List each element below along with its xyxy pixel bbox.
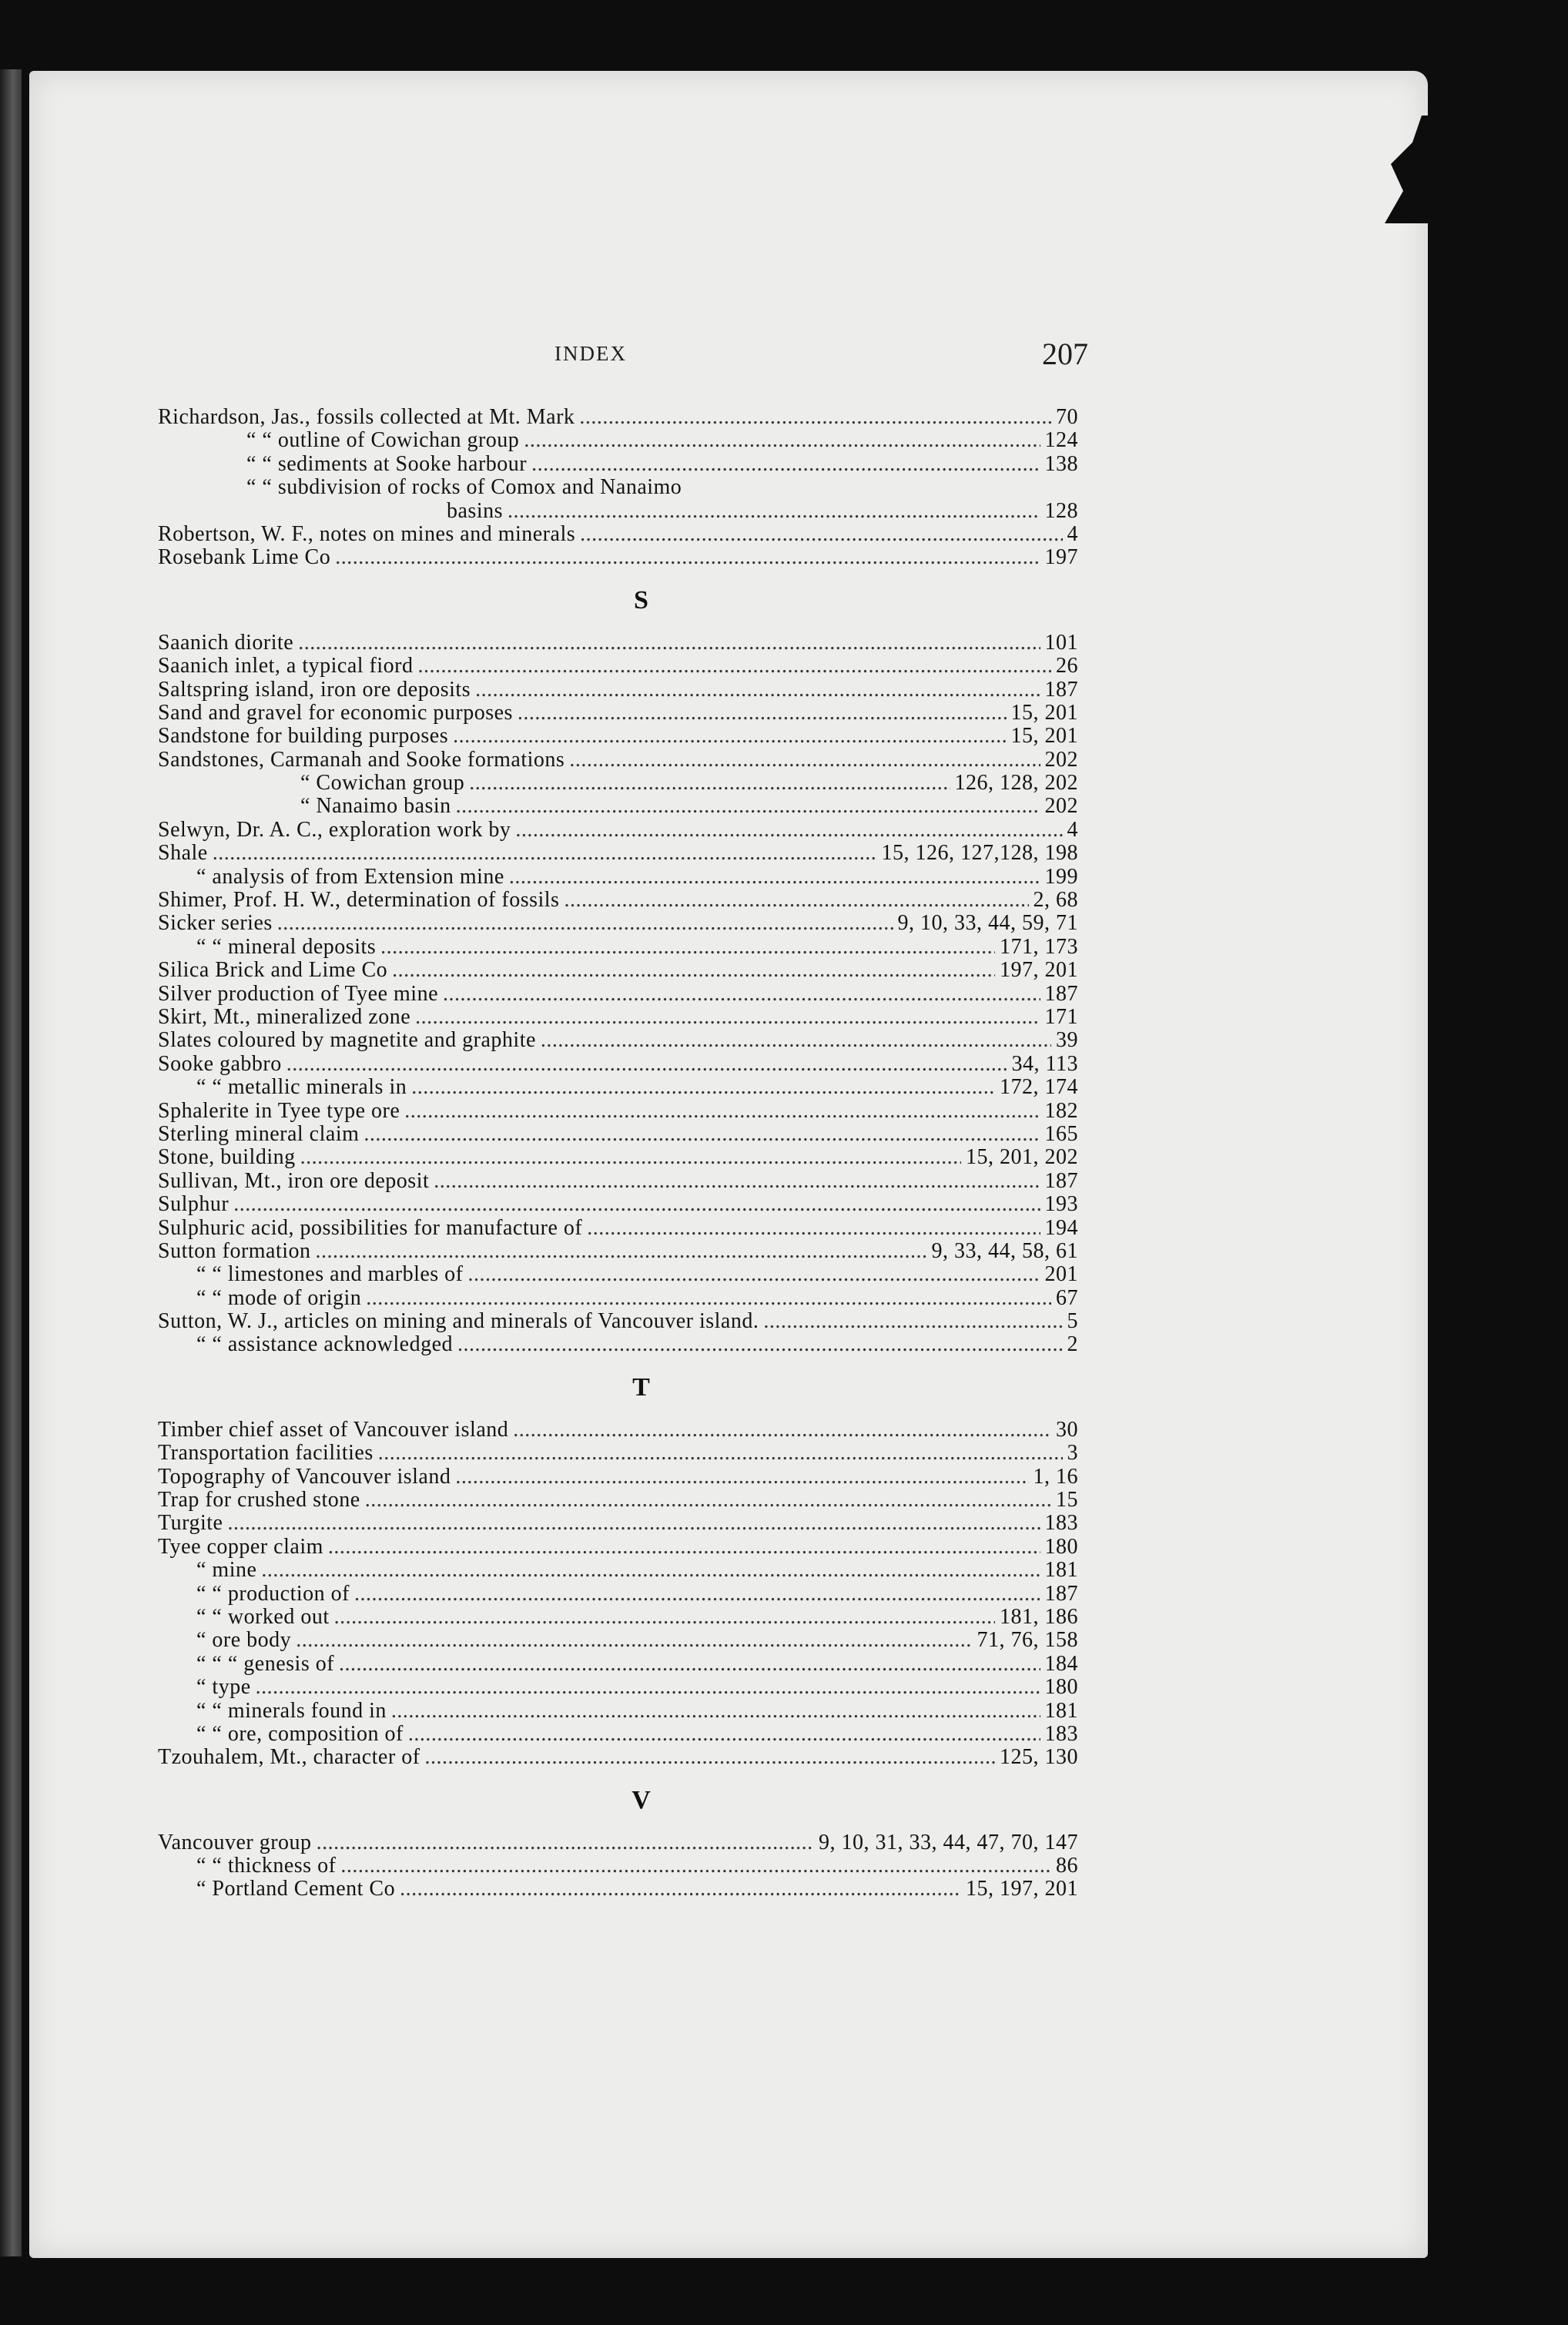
index-entry: [158, 1006, 1078, 1029]
index-entry: [158, 1489, 1078, 1512]
index-entry: [158, 678, 1078, 702]
dot-leader: [227, 1512, 1040, 1535]
dot-leader: [425, 1746, 995, 1769]
dot-leader: [468, 1263, 1040, 1286]
dot-leader: [434, 1170, 1040, 1193]
index-entry: [158, 725, 1078, 748]
entry-pages: 4: [1067, 522, 1078, 546]
index-entry: [158, 1419, 1078, 1442]
entry-text: “ “ outline of Cowichan group: [246, 429, 520, 453]
dot-leader: [408, 1723, 1040, 1746]
entry-text: “ “ ore, composition of: [196, 1722, 404, 1746]
dot-leader: [317, 1831, 814, 1854]
dot-leader: [354, 1583, 1040, 1606]
entry-pages: 126, 128, 202: [954, 772, 1078, 796]
entry-text: “ “ subdivision of rocks of Comox and Nanaimo: [246, 476, 682, 500]
entry-text: Selwyn, Dr. A. C., exploration work by: [158, 818, 511, 842]
index-entry: [158, 453, 1078, 476]
entry-text: Silica Brick and Lime Co: [158, 959, 388, 983]
index-entry: [158, 1878, 1078, 1901]
entry-pages: 187: [1044, 1169, 1078, 1193]
dot-leader: [531, 453, 1040, 476]
index-entry: [158, 866, 1078, 889]
entry-pages: 181: [1044, 1559, 1078, 1583]
dot-leader: [392, 959, 995, 982]
index-entry: [158, 1536, 1078, 1559]
entry-pages: 187: [1044, 1582, 1078, 1606]
index-entry: [158, 819, 1078, 842]
entry-text: Sulphur: [158, 1193, 230, 1217]
dot-leader: [508, 500, 1040, 523]
dot-leader: [469, 772, 950, 795]
page-number: 207: [1042, 337, 1088, 371]
entry-pages: 138: [1044, 452, 1078, 476]
entry-text: “ “ metallic minerals in: [196, 1076, 407, 1100]
entry-pages: 101: [1044, 631, 1078, 655]
entry-pages: 202: [1044, 748, 1078, 772]
index-entry: [158, 795, 1078, 818]
entry-text: Sutton formation: [158, 1239, 311, 1263]
entry-text: Sandstones, Carmanah and Sooke formations: [158, 748, 565, 772]
index-entry: [158, 1287, 1078, 1310]
index-entry: [158, 983, 1078, 1006]
entry-pages: 9, 10, 31, 33, 44, 47, 70, 147: [819, 1831, 1078, 1854]
index-entry: [158, 1512, 1078, 1535]
entry-pages: 193: [1044, 1193, 1078, 1217]
entry-pages: 15, 201: [1010, 701, 1078, 725]
index-entry: [158, 523, 1078, 546]
dot-leader: [380, 936, 995, 959]
index-entry: [158, 1723, 1078, 1746]
entry-text: “ “ production of: [196, 1582, 350, 1606]
entry-text: “ ore body: [196, 1629, 292, 1653]
index-entry: [158, 406, 1078, 429]
index-entry: [158, 1170, 1078, 1193]
entry-text: Stone, building: [158, 1146, 296, 1170]
entry-text: Topography of Vancouver island: [158, 1465, 451, 1489]
index-entry: [158, 912, 1078, 935]
index-entry: [158, 1240, 1078, 1263]
index-entry: [158, 1854, 1078, 1878]
entry-text: Shale: [158, 842, 208, 866]
index-entry: [158, 1076, 1078, 1099]
entry-pages: 171, 173: [1000, 935, 1078, 959]
index-entry: [158, 1606, 1078, 1629]
index-entry: [158, 1583, 1078, 1606]
entry-text: “ “ thickness of: [196, 1854, 337, 1878]
index-entry: [158, 1146, 1078, 1169]
dot-leader: [455, 1466, 1028, 1489]
index-entry-continuation: [158, 500, 1078, 523]
entry-text: basins: [447, 499, 503, 523]
dot-leader: [213, 842, 877, 865]
dot-leader: [365, 1489, 1051, 1512]
entry-pages: 201: [1044, 1263, 1078, 1287]
entry-text: Skirt, Mt., mineralized zone: [158, 1005, 411, 1029]
entry-text: Sand and gravel for economic purposes: [158, 701, 513, 725]
dot-leader: [340, 1854, 1051, 1878]
entry-pages: 15, 201: [1010, 725, 1078, 749]
dot-leader: [233, 1193, 1040, 1216]
entry-pages: 172, 174: [1000, 1076, 1078, 1100]
entry-text: Sullivan, Mt., iron ore deposit: [158, 1169, 430, 1193]
dot-leader: [298, 632, 1040, 655]
index-entry: [158, 1676, 1078, 1699]
entry-text: “ “ “ genesis of: [196, 1652, 335, 1676]
index-entry: [158, 546, 1078, 569]
entry-text: Vancouver group: [158, 1831, 312, 1854]
dot-leader: [391, 1700, 1040, 1723]
dot-leader: [524, 429, 1040, 452]
index-entry: [158, 1442, 1078, 1465]
dot-leader: [417, 655, 1051, 678]
dot-leader: [404, 1100, 1040, 1123]
entry-text: Sphalerite in Tyee type ore: [158, 1099, 400, 1123]
index-entry: [158, 702, 1078, 725]
entry-text: Saanich inlet, a typical fiord: [158, 655, 414, 678]
dot-leader: [569, 749, 1040, 772]
index-entry: [158, 749, 1078, 772]
entry-pages: 4: [1067, 818, 1078, 842]
index-entry: [158, 1029, 1078, 1052]
dot-leader: [366, 1287, 1051, 1310]
index-entry: [158, 772, 1078, 795]
dot-leader: [580, 523, 1062, 546]
entry-pages: 128: [1044, 499, 1078, 523]
entry-pages: 124: [1044, 429, 1078, 453]
entry-pages: 70: [1056, 406, 1078, 429]
index-entry: [158, 632, 1078, 655]
entry-text: Tyee copper claim: [158, 1535, 323, 1559]
dot-leader: [316, 1240, 927, 1263]
entry-text: “ Nanaimo basin: [300, 795, 451, 819]
dot-leader: [475, 678, 1040, 702]
entry-pages: 183: [1044, 1722, 1078, 1746]
index-entry: [158, 1466, 1078, 1489]
entry-text: Sulphuric acid, possibilities for manufacture of: [158, 1216, 583, 1240]
entry-text: Tzouhalem, Mt., character of: [158, 1746, 420, 1770]
index-entry: [158, 1310, 1078, 1333]
entry-text: Sooke gabbro: [158, 1052, 282, 1076]
dot-leader: [515, 819, 1062, 842]
entry-text: Sterling mineral claim: [158, 1122, 360, 1146]
entry-pages: 9, 33, 44, 58, 61: [931, 1239, 1078, 1263]
dot-leader: [256, 1676, 1040, 1699]
dot-leader: [411, 1076, 995, 1099]
entry-pages: 187: [1044, 678, 1078, 702]
dot-leader: [378, 1442, 1063, 1465]
entry-text: Transportation facilities: [158, 1442, 374, 1466]
dot-leader: [415, 1006, 1040, 1029]
section-heading: T: [632, 1372, 650, 1402]
entry-text: “ mine: [196, 1559, 257, 1583]
dot-leader: [509, 866, 1040, 889]
dot-leader: [400, 1878, 961, 1901]
dot-leader: [277, 912, 893, 935]
section-heading: V: [632, 1785, 651, 1814]
index-entry: [158, 936, 1078, 959]
dot-leader: [261, 1559, 1040, 1582]
entry-text: “ “ limestones and marbles of: [196, 1263, 464, 1287]
entry-pages: 194: [1044, 1216, 1078, 1240]
dot-leader: [364, 1123, 1040, 1146]
dot-leader: [513, 1419, 1051, 1442]
entry-text: “ analysis of from Extension mine: [196, 865, 504, 889]
entry-pages: 181, 186: [1000, 1605, 1078, 1629]
dot-leader: [457, 1333, 1062, 1356]
index-entry: [158, 655, 1078, 678]
entry-text: Robertson, W. F., notes on mines and minerals: [158, 522, 576, 546]
entry-pages: 39: [1056, 1029, 1078, 1053]
dot-leader: [587, 1217, 1040, 1240]
dot-leader: [339, 1653, 1040, 1676]
entry-pages: 15: [1056, 1489, 1078, 1513]
index-entry: [158, 476, 1078, 499]
entry-text: “ “ mineral deposits: [196, 935, 377, 959]
entry-pages: 182: [1044, 1099, 1078, 1123]
entry-text: “ “ minerals found in: [196, 1699, 387, 1723]
entry-text: Richardson, Jas., fossils collected at Mt. Mark: [158, 406, 575, 429]
dot-leader: [579, 406, 1051, 429]
index-entry: [158, 1263, 1078, 1286]
entry-pages: 183: [1044, 1512, 1078, 1536]
dot-leader: [518, 702, 1007, 725]
index-entry: [158, 1629, 1078, 1652]
index-entry: [158, 1831, 1078, 1854]
entry-pages: 15, 197, 201: [966, 1878, 1078, 1901]
index-entry: [158, 1559, 1078, 1582]
index-entry: [158, 1746, 1078, 1769]
entry-pages: 171: [1044, 1005, 1078, 1029]
dot-leader: [443, 983, 1040, 1006]
section-heading: S: [634, 585, 648, 615]
dot-leader: [296, 1629, 972, 1652]
entry-pages: 180: [1044, 1535, 1078, 1559]
index-entry: [158, 842, 1078, 865]
entry-pages: 1, 16: [1033, 1465, 1078, 1489]
entry-pages: 15, 126, 127,128, 198: [881, 842, 1078, 866]
entry-pages: 30: [1056, 1418, 1078, 1442]
entry-text: “ “ assistance acknowledged: [196, 1333, 454, 1357]
index-entry: [158, 1053, 1078, 1076]
entry-text: Silver production of Tyee mine: [158, 982, 439, 1006]
entry-text: “ “ worked out: [196, 1605, 330, 1629]
index-entry: [158, 1653, 1078, 1676]
entry-pages: 165: [1044, 1122, 1078, 1146]
index-entry: [158, 959, 1078, 982]
entry-pages: 180: [1044, 1676, 1078, 1700]
entry-text: Turgite: [158, 1512, 223, 1536]
entry-text: Timber chief asset of Vancouver island: [158, 1418, 509, 1442]
dot-leader: [300, 1146, 961, 1169]
entry-pages: 67: [1056, 1286, 1078, 1310]
dot-leader: [335, 546, 1040, 569]
entry-text: “ type: [196, 1676, 251, 1700]
index-entry: [158, 429, 1078, 452]
index-entry: [158, 1700, 1078, 1723]
entry-pages: 197: [1044, 546, 1078, 570]
entry-pages: 2: [1067, 1333, 1078, 1357]
entry-pages: 3: [1067, 1442, 1078, 1466]
index-entry: [158, 1100, 1078, 1123]
index-list: [158, 406, 1078, 1901]
entry-pages: 187: [1044, 982, 1078, 1006]
entry-text: Rosebank Lime Co: [158, 546, 331, 570]
entry-text: Slates coloured by magnetite and graphite: [158, 1029, 536, 1053]
entry-pages: 2, 68: [1033, 889, 1078, 913]
index-entry: [158, 1123, 1078, 1146]
entry-pages: 15, 201, 202: [966, 1146, 1078, 1170]
dot-leader: [328, 1536, 1040, 1559]
entry-pages: 184: [1044, 1652, 1078, 1676]
entry-pages: 181: [1044, 1699, 1078, 1723]
entry-text: “ “ sediments at Sooke harbour: [246, 452, 528, 476]
dot-leader: [541, 1029, 1051, 1052]
entry-pages: 86: [1056, 1854, 1078, 1878]
entry-pages: 202: [1044, 795, 1078, 819]
entry-text: Sutton, W. J., articles on mining and minerals of Vancouver island.: [158, 1310, 759, 1334]
entry-text: “ Cowichan group: [300, 772, 465, 796]
dot-leader: [564, 889, 1028, 912]
index-entry: [158, 1193, 1078, 1216]
dot-leader: [286, 1053, 1007, 1076]
entry-text: “ Portland Cement Co: [196, 1878, 396, 1901]
entry-pages: 9, 10, 33, 44, 59, 71: [897, 912, 1078, 936]
dot-leader: [456, 795, 1040, 818]
entry-pages: 71, 76, 158: [977, 1629, 1078, 1653]
index-entry: [158, 1217, 1078, 1240]
dot-leader: [763, 1310, 1062, 1333]
index-entry: [158, 889, 1078, 912]
book-spine-edge: [0, 69, 22, 2256]
entry-pages: 5: [1067, 1310, 1078, 1334]
entry-text: Saltspring island, iron ore deposits: [158, 678, 471, 702]
entry-text: “ “ mode of origin: [196, 1286, 362, 1310]
entry-pages: 125, 130: [1000, 1746, 1078, 1770]
entry-pages: 197, 201: [1000, 959, 1078, 983]
entry-text: Sicker series: [158, 912, 273, 936]
dot-leader: [334, 1606, 995, 1629]
entry-text: Trap for crushed stone: [158, 1489, 360, 1513]
running-header-title: INDEX: [554, 342, 627, 365]
entry-text: Shimer, Prof. H. W., determination of fossils: [158, 889, 560, 913]
dot-leader: [453, 725, 1006, 748]
entry-text: Sandstone for building purposes: [158, 725, 449, 749]
entry-pages: 26: [1056, 655, 1078, 678]
index-entry: [158, 1333, 1078, 1356]
entry-pages: 34, 113: [1011, 1052, 1078, 1076]
entry-pages: 199: [1044, 865, 1078, 889]
entry-text: Saanich diorite: [158, 631, 294, 655]
